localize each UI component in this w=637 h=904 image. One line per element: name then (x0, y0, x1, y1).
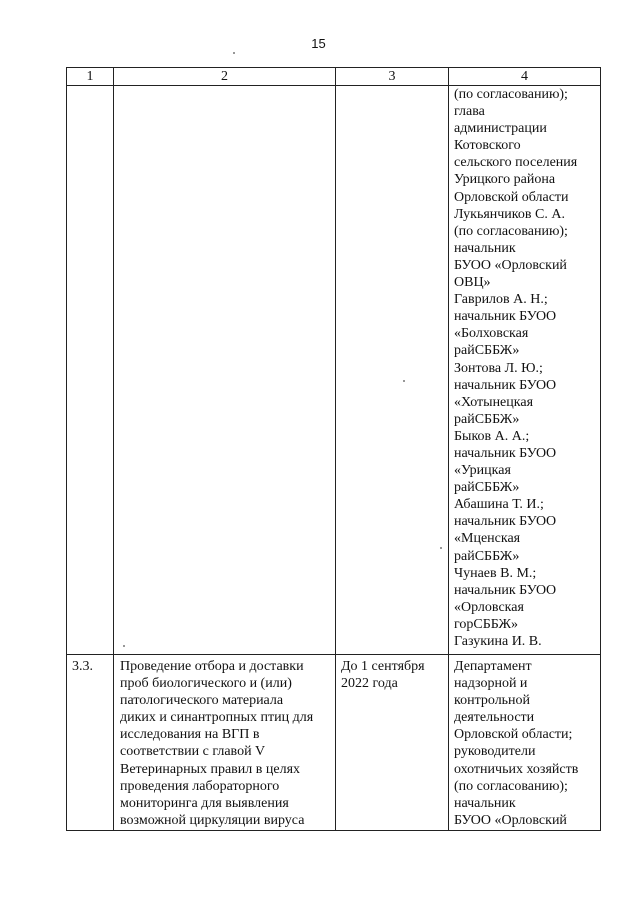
text-line: райСББЖ» (454, 480, 520, 496)
text-line: Чунаев В. М.; (454, 565, 537, 581)
scan-speck (123, 645, 125, 647)
text-line: Департамент (454, 659, 532, 674)
text-line: ОВЦ» (454, 275, 491, 291)
continued-description-cell (114, 86, 336, 655)
text-line: контрольной (454, 693, 531, 709)
page-number: 15 (311, 36, 326, 51)
text-line: «Болховская (454, 326, 529, 342)
text-line: глава (454, 104, 485, 120)
continued-responsible-cell (449, 86, 601, 655)
header-col-3: 3 (336, 68, 449, 86)
text-line: Зонтова Л. Ю.; (454, 360, 543, 376)
text-line: начальник БУОО (454, 377, 557, 393)
continued-responsible-lines (454, 86, 598, 650)
text-line: «Хотынецкая (454, 394, 534, 410)
text-line: проведения лабораторного (120, 778, 280, 794)
text-line: охотничьих хозяйств (454, 761, 579, 777)
text-line: Орловской области; (454, 727, 573, 743)
row-number-cell: 3.3. (67, 655, 114, 831)
row-deadline-cell (336, 655, 449, 831)
description-lines (120, 658, 331, 829)
continued-number-cell (67, 86, 114, 655)
text-line: Газукина И. В. (454, 634, 542, 649)
text-line: соответствии с главой V (120, 744, 266, 760)
text-line: начальник (454, 240, 516, 256)
scan-speck (440, 547, 442, 549)
text-line: начальник БУОО (454, 309, 557, 325)
text-line: БУОО «Орловский (454, 812, 567, 828)
text-line: райСББЖ» (454, 343, 520, 359)
text-line: деятельности (454, 710, 535, 726)
table-header-row (67, 68, 601, 86)
text-line: Котовского (454, 138, 521, 154)
responsible-lines (454, 658, 598, 829)
text-line: Ветеринарных правил в целях (120, 761, 301, 777)
header-col-1: 1 (67, 68, 114, 86)
text-line: БУОО «Орловский (454, 257, 567, 273)
row-responsible-cell (449, 655, 601, 831)
text-line: До 1 сентября (341, 659, 425, 674)
text-line: Лукьянчиков С. А. (454, 206, 565, 222)
text-line: начальник (454, 795, 516, 811)
text-line: начальник БУОО (454, 445, 557, 461)
text-line: Абашина Т. И.; (454, 497, 544, 513)
text-line: надзорной и (454, 676, 528, 692)
header-col-2: 2 (114, 68, 336, 86)
text-line: Урицкого района (454, 172, 556, 188)
text-line: патологического материала (120, 693, 284, 709)
text-line: начальник БУОО (454, 514, 557, 530)
text-line: (по согласованию); (454, 87, 568, 102)
text-line: «Мценская (454, 531, 521, 547)
text-line: исследования на ВГП в (120, 727, 260, 743)
text-line: Быков А. А.; (454, 428, 530, 444)
text-line: возможной циркуляции вируса (120, 812, 305, 828)
scan-speck (233, 52, 235, 54)
text-line: райСББЖ» (454, 411, 520, 427)
text-line: проб биологического и (или) (120, 676, 292, 692)
text-line: «Урицкая (454, 463, 511, 479)
scan-speck (403, 380, 405, 382)
table-row-continued (67, 86, 601, 655)
header-col-4: 4 (449, 68, 601, 86)
row-description-cell (114, 655, 336, 831)
text-line: сельского поселения (454, 155, 578, 171)
text-line: «Орловская (454, 599, 524, 615)
text-line: мониторинга для выявления (120, 795, 289, 811)
text-line: руководители (454, 744, 536, 760)
text-line: администрации (454, 121, 547, 137)
text-line: 2022 года (341, 676, 398, 692)
text-line: райСББЖ» (454, 548, 520, 564)
continued-deadline-cell (336, 86, 449, 655)
text-line: начальник БУОО (454, 582, 557, 598)
text-line: Орловской области (454, 189, 569, 205)
text-line: (по согласованию); (454, 223, 568, 239)
deadline-lines (341, 658, 444, 692)
text-line: Гаврилов А. Н.; (454, 292, 548, 308)
text-line: горСББЖ» (454, 616, 519, 632)
text-line: Проведение отбора и доставки (120, 659, 304, 674)
text-line: диких и синантропных птиц для (120, 710, 314, 726)
text-line: (по согласованию); (454, 778, 568, 794)
measures-table (66, 67, 601, 831)
table-row-3-3 (67, 655, 601, 831)
